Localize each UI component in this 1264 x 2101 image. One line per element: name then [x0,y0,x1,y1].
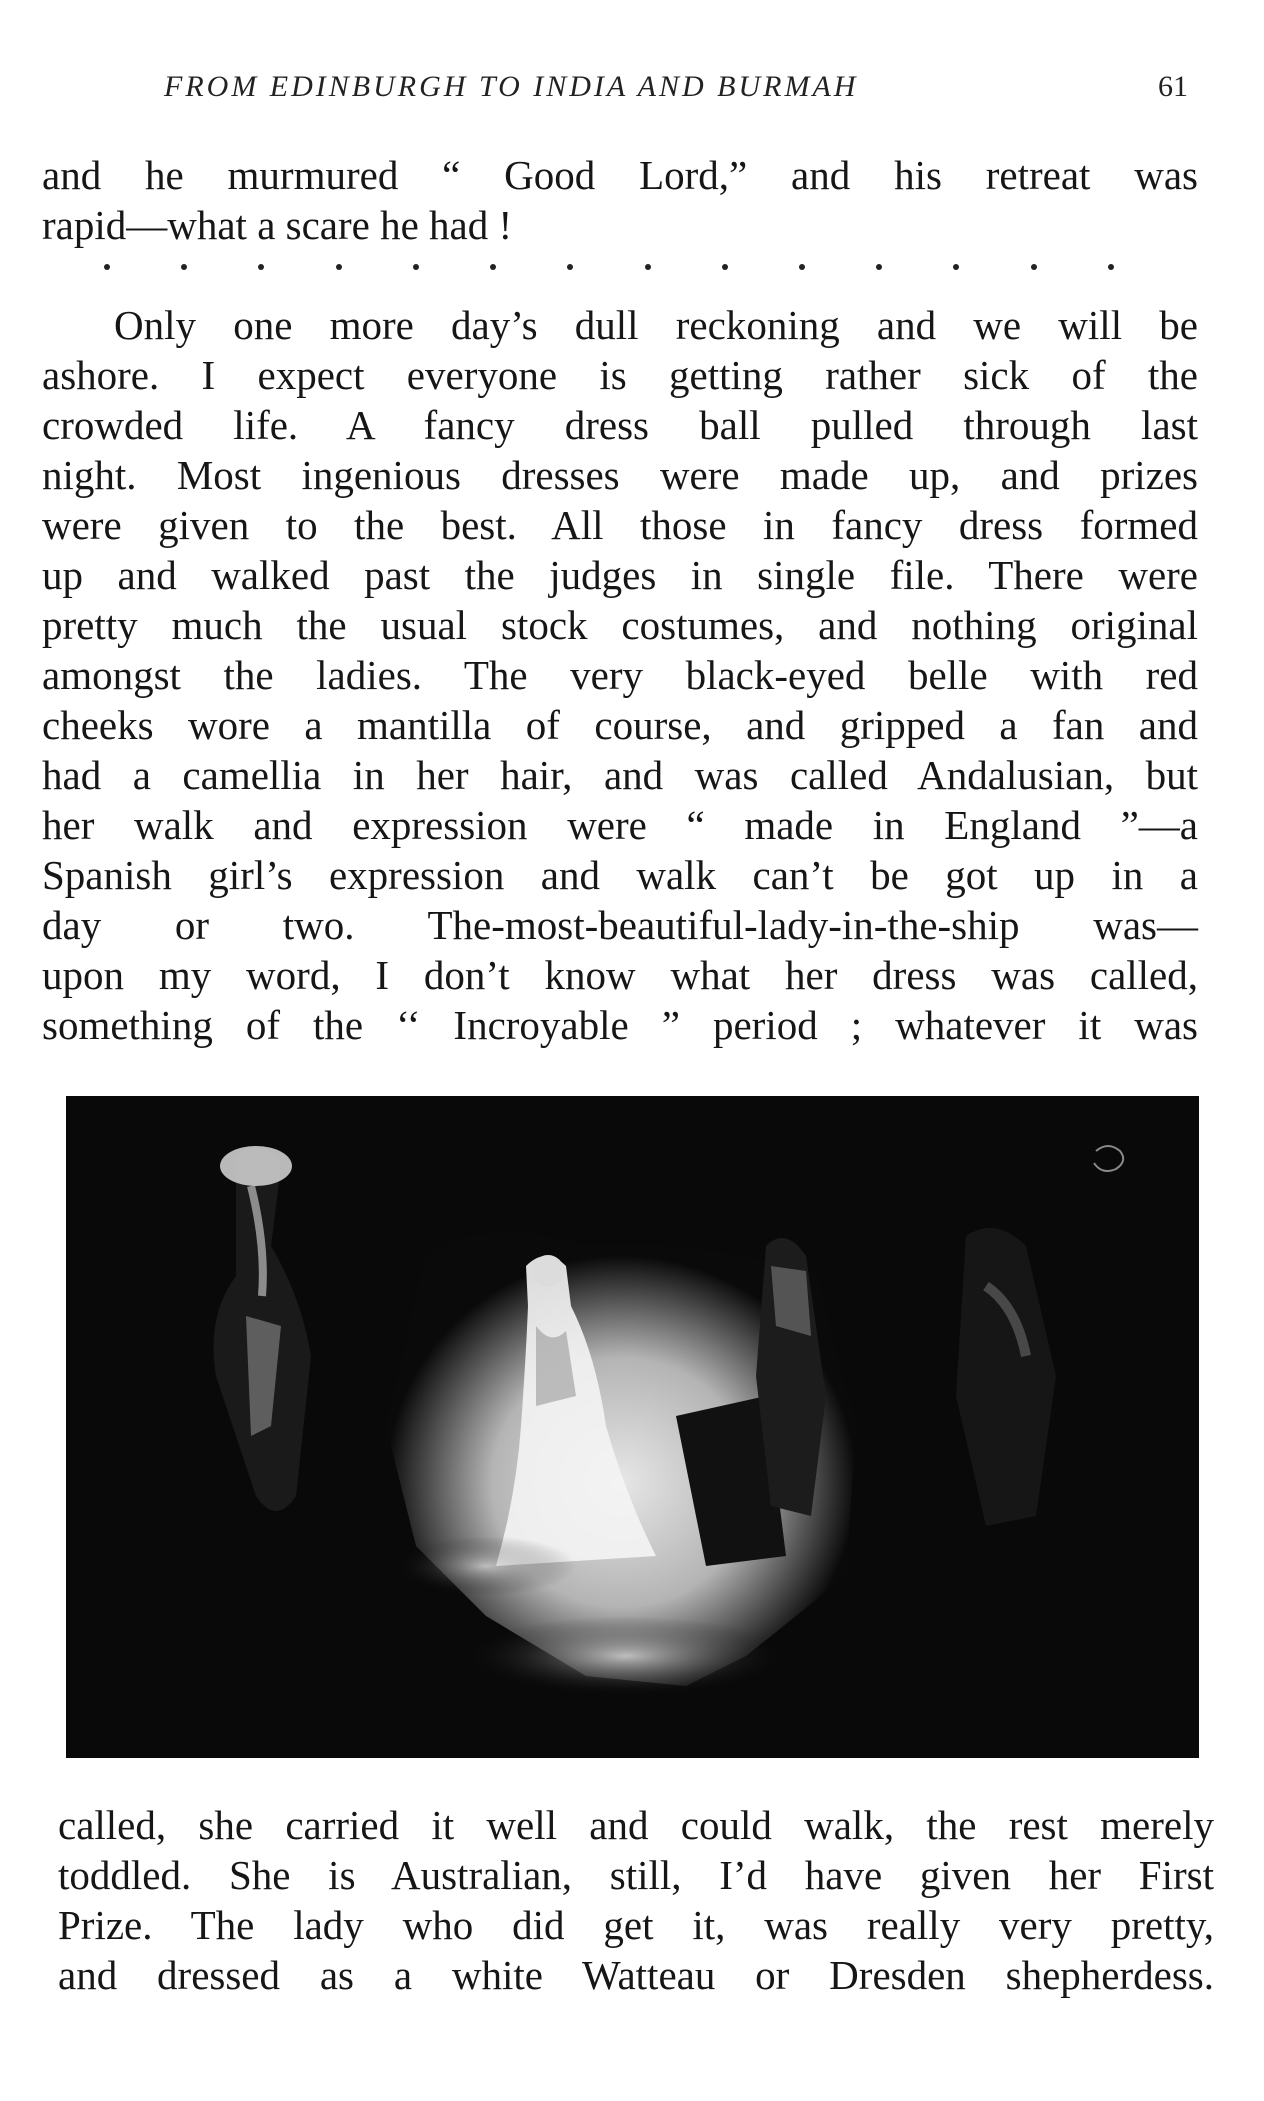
dot [953,264,959,270]
text-line: something of the ‘‘ Incroyable ” period ; whatever it was [42,1002,1198,1048]
page-number: 61 [1158,70,1188,103]
text-line: upon my word, I don’t know what her dress was called, [42,952,1198,998]
dot [181,264,187,270]
text-line: day or two. The-most-beautiful-lady-in-the-ship was— [42,902,1198,948]
text-line: Prize. The lady who did get it, was really very pretty, [58,1902,1214,1948]
text-line: called, she carried it well and could walk, the rest merely [58,1802,1214,1848]
dot [645,264,651,270]
text-line: and dressed as a white Watteau or Dresden shepherdess. [58,1952,1214,1998]
text-line: her walk and expression were “ made in England ”—a [42,802,1198,848]
text-line: Spanish girl’s expression and walk can’t be got up in a [42,852,1198,898]
text-line: up and walked past the judges in single file. There were [42,552,1198,598]
photo-illustration [66,1096,1199,1758]
paragraph-prize [58,1800,1214,2000]
paragraph-fancy-dress-ball [42,300,1198,1050]
dot [876,264,882,270]
page-header [0,70,1264,110]
text-line: pretty much the usual stock costumes, and nothing original [42,602,1198,648]
running-head: FROM EDINBURGH TO INDIA AND BURMAH [164,70,859,103]
dot [1108,264,1114,270]
dot [722,264,728,270]
dot [1031,264,1037,270]
text-line: amongst the ladies. The very black-eyed belle with red [42,652,1198,698]
text-line: toddled. She is Australian, still, I’d have given her First [58,1852,1214,1898]
text-line: were given to the best. All those in fancy dress formed [42,502,1198,548]
dot [258,264,264,270]
text-line: crowded life. A fancy dress ball pulled through last [42,402,1198,448]
dot [799,264,805,270]
text-line: ashore. I expect everyone is getting rather sick of the [42,352,1198,398]
text-line: night. Most ingenious dresses were made up, and prizes [42,452,1198,498]
text-line: rapid—what a scare he had ! [42,202,513,248]
paragraph-continued [42,150,1198,250]
text-line: Only one more day’s dull reckoning and we will be [114,302,1198,348]
dot [567,264,573,270]
text-line: and he murmured “ Good Lord,” and his retreat was [42,152,1198,198]
dot [490,264,496,270]
photo-fancy-dress-ball [66,1096,1199,1758]
dot [104,264,110,270]
text-line: had a camellia in her hair, and was called Andalusian, but [42,752,1198,798]
section-break-dots [104,264,1114,270]
text-line: cheeks wore a mantilla of course, and gripped a fan and [42,702,1198,748]
dot [413,264,419,270]
dot [336,264,342,270]
